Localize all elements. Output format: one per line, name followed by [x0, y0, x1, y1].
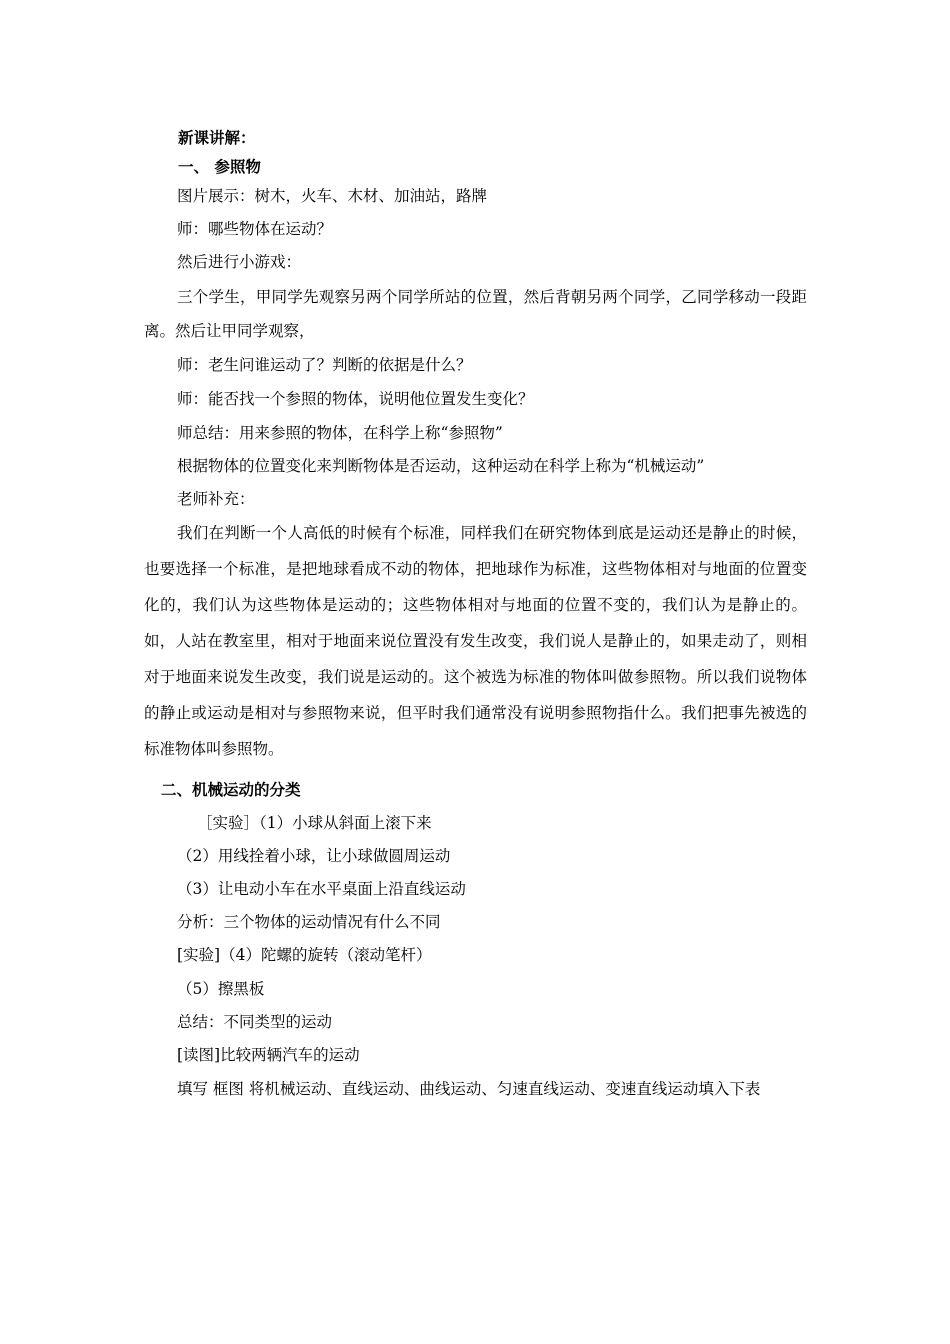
experiment-line: ［实验］（1）小球从斜面上滚下来	[197, 814, 432, 832]
text-line: 根据物体的位置变化来判断物体是否运动，这种运动在科学上称为“机械运动”	[177, 457, 705, 475]
experiment-line: （5）擦黑板	[177, 980, 265, 998]
experiment-line: （2）用线拴着小球，让小球做圆周运动	[177, 847, 451, 865]
experiment-line: [实验]（4）陀螺的旋转（滚动笔杆）	[177, 946, 432, 964]
text-line: 老师补充：	[177, 490, 255, 508]
experiment-line: （3）让电动小车在水平桌面上沿直线运动	[177, 880, 466, 898]
heading-motion-classification: 二、机械运动的分类	[161, 781, 301, 799]
experiment-line: 分析：三个物体的运动情况有什么不同	[177, 913, 441, 931]
text-line: 图片展示：树木，火车、木材、加油站，路牌	[177, 187, 488, 205]
text-line: 师：哪些物体在运动？	[177, 220, 333, 238]
experiment-line: 总结：不同类型的运动	[177, 1013, 333, 1031]
experiment-line: [读图]比较两辆汽车的运动	[177, 1046, 360, 1064]
paragraph-game: 三个学生，甲同学先观察另两个同学所站的位置，然后背朝另两个同学，乙同学移动一段距离。然后让甲同学观察，	[144, 288, 807, 340]
text-line: 师：能否找一个参照的物体，说明他位置发生变化？	[177, 390, 534, 408]
text-line: 师总结：用来参照的物体，在科学上称“参照物”	[177, 424, 503, 442]
text-line: 师：老生问谁运动了？判断的依据是什么？	[177, 356, 472, 374]
section-intro: 新课讲解：	[178, 129, 256, 147]
experiment-line: 填写 框图 将机械运动、直线运动、曲线运动、匀速直线运动、变速直线运动填入下表	[177, 1080, 761, 1098]
heading-reference-object: 一、 参照物	[178, 158, 261, 176]
text-line: 然后进行小游戏：	[177, 253, 302, 271]
paragraph-teacher: 我们在判断一个人高低的时候有个标准，同样我们在研究物体到底是运动还是静止的时候，也要选择一个标准，是把地球看成不动的物体，把地球作为标准，这些物体相对与地面的位置变化的，我们认为这些物体是运动的；这些物体相对与地面的位置不变的，我们认为是静止的。如，人站在教室里，相对于地面来说位置没有发生改变，我们说人是静止的，如果走动了，则相对于地面来说发生改变，我们说是运动的。这个被选为标准的物体叫做参照物。所以我们说物体的静止或运动是相对与参照物来说，但平时我们通常没有说明参照物指什么。我们把事先被选的标准物体叫参照物。	[144, 524, 807, 758]
